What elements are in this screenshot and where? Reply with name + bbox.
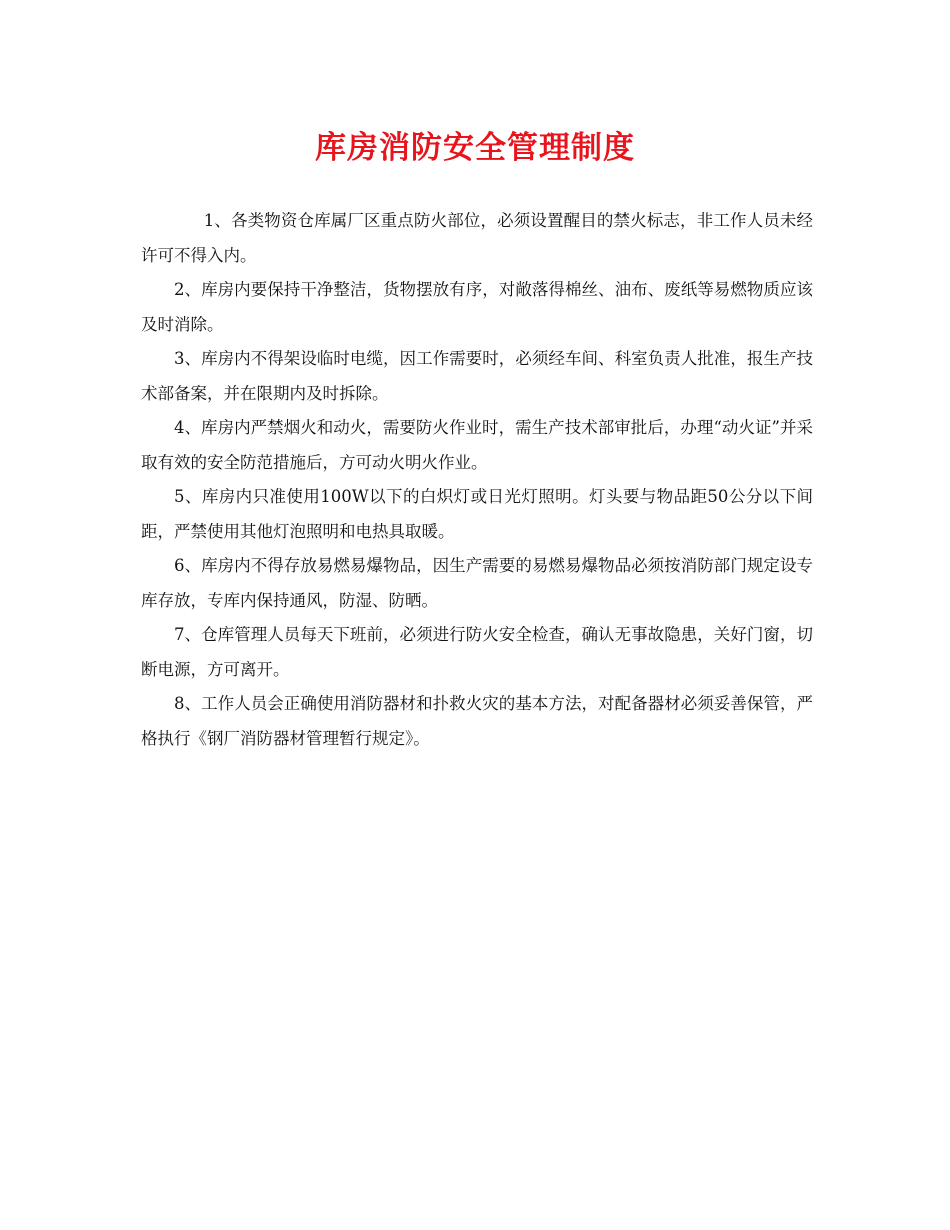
document-body (141, 204, 813, 756)
rule-paragraph-2: 2、库房内要保持干净整洁，货物摆放有序，对敞落得棉丝、油布、废纸等易燃物质应该及时消除。 (141, 280, 813, 334)
document-title: 库房消防安全管理制度 (315, 130, 635, 166)
rule-paragraph-6: 6、库房内不得存放易燃易爆物品，因生产需要的易燃易爆物品必须按消防部门规定设专库存放，专库内保持通风，防湿、防晒。 (141, 556, 813, 610)
rule-paragraph-8: 8、工作人员会正确使用消防器材和扑救火灾的基本方法，对配备器材必须妥善保管，严格执行《钢厂消防器材管理暂行规定》。 (141, 694, 813, 748)
rule-paragraph-5: 5、库房内只准使用100W以下的白炽灯或日光灯照明。灯头要与物品距50公分以下间距，严禁使用其他灯泡照明和电热具取暖。 (141, 487, 813, 541)
rule-paragraph-1: 1、各类物资仓库属厂区重点防火部位，必须设置醒目的禁火标志，非工作人员未经许可不得入内。 (141, 211, 813, 265)
rule-paragraph-7: 7、仓库管理人员每天下班前，必须进行防火安全检查，确认无事故隐患，关好门窗，切断电源，方可离开。 (141, 625, 813, 679)
rule-paragraph-4: 4、库房内严禁烟火和动火，需要防火作业时，需生产技术部审批后，办理“动火证”并采取有效的安全防范措施后，方可动火明火作业。 (141, 418, 813, 472)
rule-paragraph-3: 3、库房内不得架设临时电缆，因工作需要时，必须经车间、科室负责人批准，报生产技术部备案，并在限期内及时拆除。 (141, 349, 813, 403)
